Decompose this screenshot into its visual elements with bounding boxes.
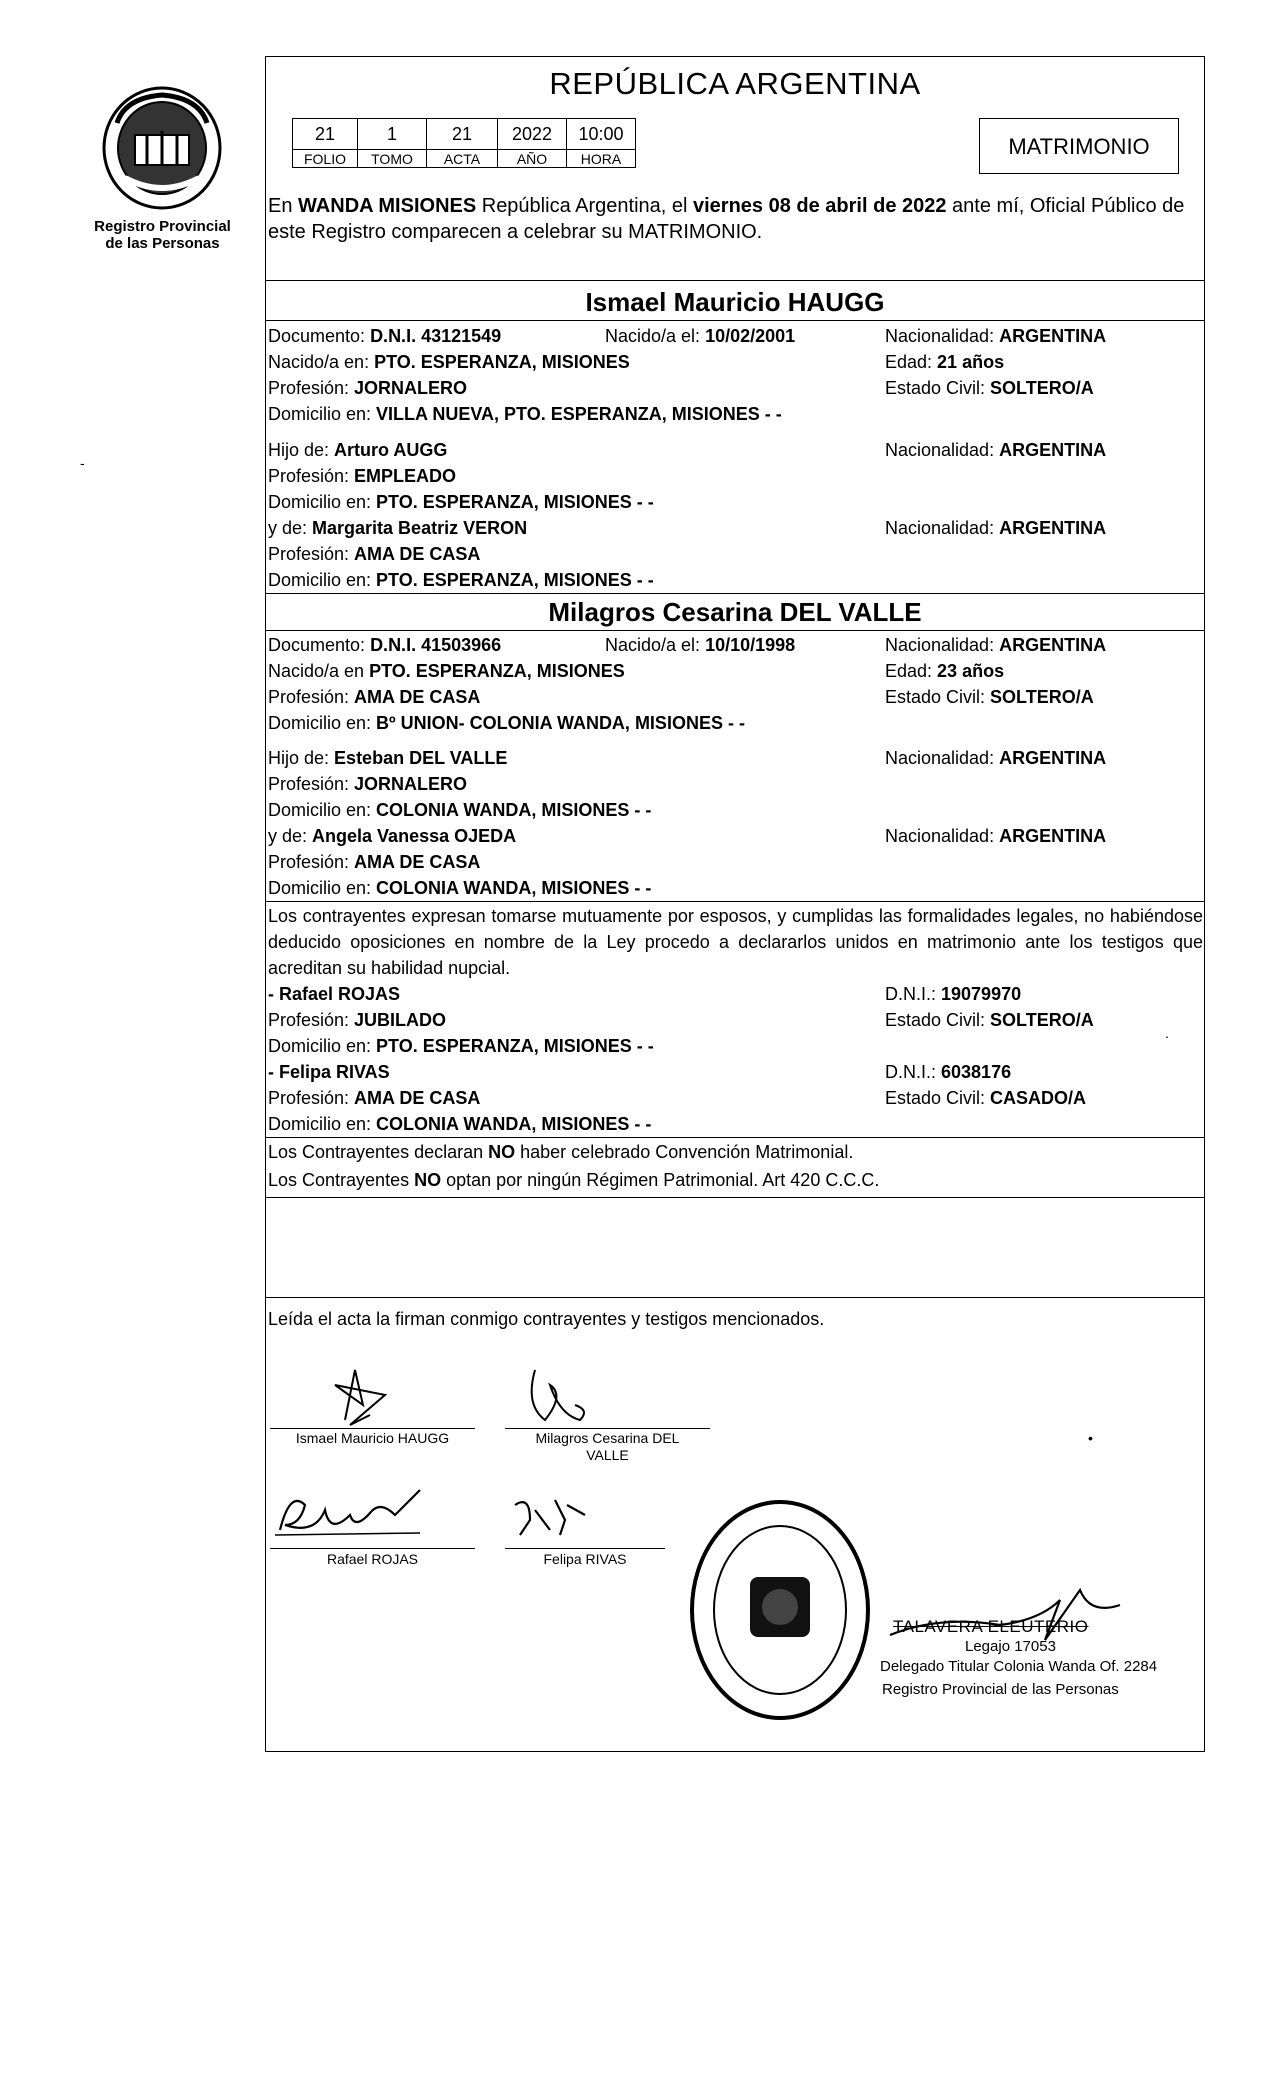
witness2-name: - Felipa RIVAS	[268, 1062, 390, 1082]
act-id-table	[292, 118, 636, 168]
spouse2-name: Milagros Cesarina DEL VALLE	[548, 597, 922, 627]
sig-label-rafael: Rafael ROJAS	[326, 1551, 419, 1567]
spouse1-doc: Documento: D.N.I. 43121549	[268, 326, 502, 346]
spouse2-dom: Domicilio en: Bº UNION- COLONIA WANDA, MISIONES - -	[268, 713, 745, 733]
spouse1-mother-dom: Domicilio en: PTO. ESPERANZA, MISIONES - -	[268, 570, 654, 590]
spouse1-father-nat: Nacionalidad: ARGENTINA	[885, 440, 1107, 460]
witness1-name: - Rafael ROJAS	[268, 984, 401, 1004]
spouse2-father: Hijo de: Esteban DEL VALLE	[268, 748, 508, 768]
spouse2-civil: Estado Civil: SOLTERO/A	[885, 687, 1094, 707]
spouse1-civil: Estado Civil: SOLTERO/A	[885, 378, 1094, 398]
acta-label: ACTA	[427, 150, 498, 168]
witness2-civil: Estado Civil: CASADO/A	[885, 1088, 1087, 1108]
spouse1-father-prof: Profesión: EMPLEADO	[268, 466, 457, 486]
tomo-label: TOMO	[358, 150, 427, 168]
spouse2-age: Edad: 23 años	[885, 661, 1005, 681]
sig-label-felipa: Felipa RIVAS	[543, 1551, 627, 1567]
spouse2-nat: Nacionalidad: ARGENTINA	[885, 635, 1107, 655]
act-type-box: MATRIMONIO	[979, 118, 1179, 174]
regime-line1: Los Contrayentes declaran NO haber celebrado Convención Matrimonial.	[268, 1142, 854, 1162]
registry-label: Registro Provincial de las Personas	[94, 218, 231, 252]
spouse1-father-dom: Domicilio en: PTO. ESPERANZA, MISIONES - -	[268, 492, 654, 512]
delegation-stamp	[685, 1495, 875, 1725]
spouse2-father-nat: Nacionalidad: ARGENTINA	[885, 748, 1107, 768]
official-legajo: Legajo 17053	[965, 1638, 1056, 1655]
declaration-paragraph: Los contrayentes expresan tomarse mutuamente por esposos, y cumplidas las formalidades legales, no habiéndose deducido oposiciones en nombre de la Ley procedo a declararlos unidos en matrimonio ante los testigos que acreditan su habilidad nupcial.	[268, 906, 1203, 978]
signature-rafael	[270, 1485, 445, 1550]
signature-felipa	[505, 1490, 625, 1550]
witness1-civil: Estado Civil: SOLTERO/A	[885, 1010, 1094, 1030]
official-name: TALAVERA ELEUTERIO	[893, 1617, 1089, 1636]
intro-paragraph: En WANDA MISIONES República Argentina, el viernes 08 de abril de 2022 ante mí, Oficial Público de este Registro comparecen a celebrar su MATRIMONIO.	[268, 195, 1185, 243]
hora-label: HORA	[567, 150, 636, 168]
provincial-seal	[95, 83, 230, 218]
spouse1-dom: Domicilio en: VILLA NUEVA, PTO. ESPERANZA, MISIONES - -	[268, 404, 782, 424]
spouse1-name: Ismael Mauricio HAUGG	[585, 287, 885, 317]
spouse2-father-prof: Profesión: JORNALERO	[268, 774, 468, 794]
witness2-prof: Profesión: AMA DE CASA	[268, 1088, 481, 1108]
witness1-prof: Profesión: JUBILADO	[268, 1010, 447, 1030]
closing-text: Leída el acta la firman conmigo contrayentes y testigos mencionados.	[268, 1309, 825, 1329]
spouse1-age: Edad: 21 años	[885, 352, 1005, 372]
spouse2-doc: Documento: D.N.I. 41503966	[268, 635, 502, 655]
witness2-dom: Domicilio en: COLONIA WANDA, MISIONES - -	[268, 1114, 652, 1134]
tomo-value: 1	[358, 119, 427, 150]
spouse2-mother: y de: Angela Vanessa OJEDA	[268, 826, 517, 846]
sig-label-ismael: Ismael Mauricio HAUGG	[295, 1430, 450, 1446]
spouse1-prof: Profesión: JORNALERO	[268, 378, 468, 398]
folio-value: 21	[293, 119, 358, 150]
spouse1-nat: Nacionalidad: ARGENTINA	[885, 326, 1107, 346]
spouse1-born-date: Nacido/a el: 10/02/2001	[605, 326, 796, 346]
hora-value: 10:00	[567, 119, 636, 150]
acta-value: 21	[427, 119, 498, 150]
official-role: Delegado Titular Colonia Wanda Of. 2284	[880, 1658, 1158, 1675]
folio-label: FOLIO	[293, 150, 358, 168]
spouse1-mother-prof: Profesión: AMA DE CASA	[268, 544, 481, 564]
spouse2-born-place: Nacido/a en PTO. ESPERANZA, MISIONES	[268, 661, 625, 681]
witness1-dni: D.N.I.: 19079970	[885, 984, 1022, 1004]
spouse1-mother: y de: Margarita Beatriz VERON	[268, 518, 528, 538]
sig-label-milagros: Milagros Cesarina DEL VALLE	[535, 1430, 680, 1463]
spouse1-born-place: Nacido/a en: PTO. ESPERANZA, MISIONES	[268, 352, 630, 372]
anio-value: 2022	[498, 119, 567, 150]
document-title: REPÚBLICA ARGENTINA	[549, 66, 921, 101]
spouse2-born-date: Nacido/a el: 10/10/1998	[605, 635, 796, 655]
witness2-dni: D.N.I.: 6038176	[885, 1062, 1012, 1082]
spouse2-mother-prof: Profesión: AMA DE CASA	[268, 852, 481, 872]
spouse1-mother-nat: Nacionalidad: ARGENTINA	[885, 518, 1107, 538]
spouse2-mother-nat: Nacionalidad: ARGENTINA	[885, 826, 1107, 846]
spouse2-prof: Profesión: AMA DE CASA	[268, 687, 481, 707]
official-registry: Registro Provincial de las Personas	[882, 1681, 1119, 1698]
spouse2-mother-dom: Domicilio en: COLONIA WANDA, MISIONES - -	[268, 878, 652, 898]
spouse2-father-dom: Domicilio en: COLONIA WANDA, MISIONES - -	[268, 800, 652, 820]
spouse1-father: Hijo de: Arturo AUGG	[268, 440, 448, 460]
anio-label: AÑO	[498, 150, 567, 168]
witness1-dom: Domicilio en: PTO. ESPERANZA, MISIONES - -	[268, 1036, 654, 1056]
regime-line2: Los Contrayentes NO optan por ningún Régimen Patrimonial. Art 420 C.C.C.	[268, 1170, 880, 1190]
